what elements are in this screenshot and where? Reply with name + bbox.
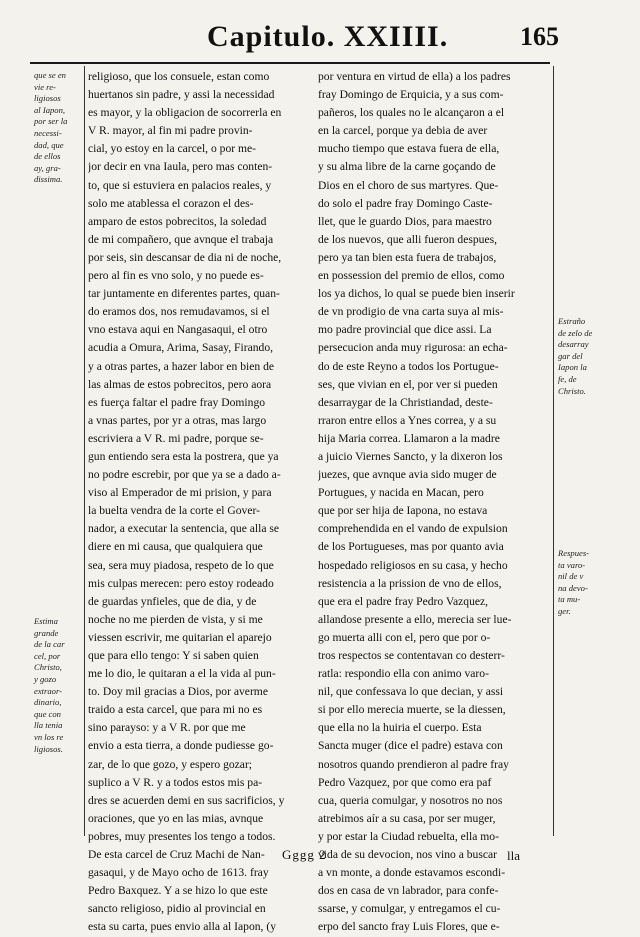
text-line: de guardas ynfieles, que de dia, y de	[88, 594, 257, 608]
margin-note-line: de ellos	[34, 151, 61, 162]
text-line: religioso, que los consuele, estan como	[88, 70, 270, 83]
text-line: esta su carta, pues envio alla al Iapon, (y	[88, 920, 277, 934]
running-head	[0, 18, 640, 62]
text-line: me lo dio, le quitaran a el la vida al pun-	[88, 667, 276, 681]
text-line: a vnas partes, por yr a otras, mas largo	[88, 413, 267, 427]
text-line: viso al Emperador de mi prision, y para	[88, 486, 272, 500]
text-line: do de este Reyno a todos los Portugue-	[318, 359, 499, 373]
text-line: do solo el padre fray Domingo Caste-	[318, 196, 493, 210]
text-line: zar, de lo que gozo, y espero gozar;	[88, 757, 253, 771]
text-line: que ella no la huiria el cuerpo. Esta	[318, 721, 482, 735]
text-line: pañeros, los quales no le alcançaron a el	[318, 106, 505, 120]
text-line: de mi compañero, que avnque el trabaja	[88, 232, 274, 246]
text-line: dos en casa de vn labrador, para confe-	[318, 884, 499, 898]
text-line: a juicio Viernes Sancto, y la dixeron los	[318, 449, 503, 463]
margin-note-line: que con	[34, 708, 61, 719]
text-line: mis culpas merecen: pero estoy rodeado	[88, 576, 274, 590]
margin-note-line: dad, que	[34, 139, 64, 150]
margin-note-line: Estima	[34, 616, 58, 626]
text-line: Dios en el choro de sus martyres. Que-	[318, 178, 499, 192]
text-line: Pedro Baxquez. Y a se hizo lo que este	[88, 884, 268, 898]
text-line: nosotros quando prendieron al padre fray	[318, 757, 509, 771]
text-line: resistencia a la prission de vno de ellos,	[318, 576, 502, 590]
text-line: viessen escrivir, me quitarian el aparejo	[88, 630, 272, 644]
text-line: gasaqui, y de Mayo ocho de 1613. fray	[88, 866, 269, 880]
text-line: erpo del sancto fray Luis Flores, que e-	[318, 920, 500, 934]
page-number: 165	[520, 22, 559, 51]
text-line: acudia a Omura, Arima, Sasay, Firando,	[88, 341, 274, 355]
text-line: y por estar la Ciudad rebuelta, ella mo-	[318, 829, 499, 843]
text-line: si por ello merecia muerte, se la diessen,	[318, 703, 506, 717]
text-line: ses, que vivian en el, por ver si pueden	[318, 377, 498, 391]
margin-note-line: lla tenia	[34, 720, 63, 731]
text-line: rraron entre ellos a Ynes correa, y a su	[318, 413, 497, 427]
margin-note-line: Iapon la	[558, 362, 587, 373]
text-line: Pedro Vazquez, por que como era paf	[318, 775, 492, 789]
text-line: dres se acuerden demi en sus sacrificios, y	[88, 793, 285, 807]
text-line: escriviera a V R. mi padre, porque se-	[88, 431, 264, 445]
left-margin-divider	[84, 66, 85, 836]
text-column-right	[318, 68, 548, 937]
margin-note-line: necessi-	[34, 127, 62, 138]
text-line: sea, sera muy piadosa, respeto de lo que	[88, 558, 274, 572]
text-line: traido a esta carcel, que para mi no es	[88, 703, 263, 717]
text-line: nil, que confessava lo que decian, y assi	[318, 685, 504, 699]
text-line: que para ello tengo: Y si saben quien	[88, 649, 259, 662]
margin-note-line: de zelo de	[558, 327, 593, 338]
text-line: juezes, que avnque avia sido muger de	[318, 468, 497, 482]
margin-note-line: vie re-	[34, 81, 56, 92]
margin-note-line: cel, por	[34, 650, 61, 661]
margin-note-line: ta mu-	[558, 594, 581, 605]
margin-note-line: grande	[34, 627, 59, 638]
text-line: mo padre provincial que dice assi. La	[318, 323, 492, 337]
text-line: por ventura en virtud de ella) a los padres	[318, 70, 511, 83]
text-line: pero al fin es vno solo, y no puede es-	[88, 269, 264, 283]
text-line: los ya dichos, lo qual se puede bien inserir	[318, 287, 515, 301]
text-line: tar juntamente en diferentes partes, quan-	[88, 287, 280, 301]
header-rule	[30, 62, 550, 64]
text-line: solo me atablessa el corazon el des-	[88, 196, 254, 210]
text-line: en la carcel, porque ya debia de aver	[318, 124, 488, 138]
text-line: de los nuevos, que alli fueron despues,	[318, 232, 498, 246]
text-line: pobres, muy presentes los tengo a todos.	[88, 829, 276, 843]
chapter-title: Capitulo. XXIIII.	[207, 20, 449, 53]
margin-note-line: Respues-	[558, 548, 590, 558]
text-line: ssarse, y comulgar, y entregamos el cu-	[318, 902, 501, 916]
text-line: la buelta vendra de la corte el Gover-	[88, 504, 260, 518]
text-line: en possession del premio de ellos, como	[318, 269, 505, 283]
text-line: go muerta alli con el, pero que por o-	[318, 630, 491, 644]
margin-note-line: dissima.	[34, 174, 63, 185]
text-line: de los Portugueses, mas por quanto avia	[318, 540, 504, 554]
margin-note-line: ligiosos.	[34, 743, 63, 754]
right-margin-divider	[553, 66, 554, 836]
margin-note-line: nil de v	[558, 571, 584, 582]
text-line: suplico a V R. y a todos estos mis pa-	[88, 775, 263, 789]
margin-note-line: que se en	[34, 70, 66, 80]
text-line: que por ser hija de Iapona, no estava	[318, 504, 488, 518]
text-line: persecucion anda muy rigurosa: an echa-	[318, 341, 508, 355]
text-line: cial, yo estoy en la carcel, o por me-	[88, 142, 257, 156]
text-line: De esta carcel de Cruz Machi de Nan-	[88, 848, 265, 862]
text-column-left	[88, 68, 314, 937]
margin-note-line: Estraño	[558, 316, 586, 326]
text-line: es mayor, y la obligacion de socorrerla en	[88, 106, 282, 120]
margin-note-line: gar del	[558, 350, 583, 361]
margin-note-line: al Iapon,	[34, 104, 66, 115]
text-line: Portugues, y nacida en Macan, pero	[318, 486, 484, 500]
margin-note-line: dinario,	[34, 697, 62, 708]
margin-note-left-top	[34, 70, 67, 186]
text-line: do eramos dos, nos remudavamos, si el	[88, 305, 270, 319]
text-line: oraciones, que yo en las mias, avnque	[88, 811, 264, 825]
text-line: sancto religioso, pidio al provincial en	[88, 902, 266, 916]
text-line: llet, que le guardo Dios, para maestro	[318, 214, 492, 228]
text-line: cua, queria comulgar, y nosotros no nos	[318, 793, 503, 807]
text-line: hospedado religiosos en su casa, y hecho	[318, 558, 508, 572]
margin-note-line: extraor-	[34, 685, 62, 696]
margin-note-line: vn los re	[34, 731, 64, 742]
margin-note-line: ta varo-	[558, 559, 586, 570]
text-line: pero ya tan bien esta fuera de trabajos,	[318, 250, 497, 264]
text-line: ratla: respondio ella con animo varo-	[318, 667, 489, 681]
text-line: Sancta muger (dice el padre) estava con	[318, 739, 503, 753]
text-line: tros respectos se contentavan co desterr-	[318, 649, 505, 662]
text-line: amparo de estos pobrecitos, la soledad	[88, 214, 267, 228]
margin-note-line: y gozo	[34, 673, 57, 684]
text-line: vno estava aqui en Nangasaqui, el otro	[88, 323, 268, 337]
margin-note-line: de la car	[34, 639, 65, 650]
text-line: y a otras partes, a hazer labor en bien de	[88, 359, 275, 373]
margin-note-line: Christo.	[558, 385, 586, 396]
margin-note-left-bottom	[34, 616, 65, 755]
text-line: atrebimos aír a su casa, por ser muger,	[318, 811, 496, 825]
margin-note-line: desarray	[558, 339, 589, 350]
margin-note-line: na devo-	[558, 582, 588, 593]
text-line: a vn monte, a donde estavamos escondi-	[318, 866, 506, 880]
text-line: nador, a executar la sentencia, que alla se	[88, 522, 280, 536]
margin-note-line: ay, gra-	[34, 162, 61, 173]
text-line: gun entiendo sera esta la postrera, que ya	[88, 449, 279, 463]
text-line: sino parayso: y a V R. por que me	[88, 721, 246, 735]
text-line: to, que si estuviera en palacios reales, y	[88, 178, 272, 192]
margin-note-line: por ser la	[34, 116, 68, 127]
margin-note-right-top	[558, 316, 592, 397]
text-line: huertanos sin padre, y assi la necessidad	[88, 88, 275, 102]
text-line: y su alma libre de la carne goçando de	[318, 160, 496, 174]
text-line: noche no me pierden de vista, y si me	[88, 612, 263, 626]
margin-note-line: Christo,	[34, 662, 62, 673]
text-line: desarraygar de la Christiandad, deste-	[318, 395, 493, 409]
text-line: es fuerça faltar el padre fray Domingo	[88, 395, 266, 409]
text-line: fray Domingo de Erquicia, y a sus com-	[318, 88, 504, 102]
margin-note-line: ligiosos	[34, 93, 61, 104]
text-line: no podre escrebir, por que ya se a dado a-	[88, 468, 281, 482]
signature-mark: Gggg 2	[282, 847, 327, 862]
text-line: mucho tiempo que estava fuera de ella,	[318, 142, 500, 156]
text-line: V R. mayor, al fin mi padre provin-	[88, 124, 253, 138]
text-line: hija Maria correa. Llamaron a la madre	[318, 431, 500, 445]
text-line: diere en mi causa, que qualquiera que	[88, 540, 263, 554]
text-line: vida de su devocion, nos vino a buscar	[318, 848, 498, 862]
margin-note-right-bottom	[558, 548, 589, 618]
text-line: to. Doy mil gracias a Dios, por averme	[88, 685, 268, 699]
text-line: jor decir en vna Iaula, pero mas conten-	[88, 160, 273, 174]
text-line: las almas de estos pobrecitos, pero aora	[88, 377, 272, 391]
margin-note-line: fe, de	[558, 373, 577, 384]
margin-note-line: ger.	[558, 605, 571, 616]
text-line: que era el padre fray Pedro Vazquez,	[318, 594, 489, 608]
text-line: envio a esta tierra, a donde pudiesse go-	[88, 739, 274, 753]
text-line: allandose presente a ello, merecia ser lue-	[318, 612, 512, 626]
text-line: por seis, sin descansar de dia ni de noche,	[88, 250, 282, 264]
text-line: comprehendida en el vando de expulsion	[318, 522, 508, 536]
text-line: de vn prodigio de vna carta suya al mis-	[318, 305, 504, 319]
catchword: lla	[507, 848, 520, 863]
